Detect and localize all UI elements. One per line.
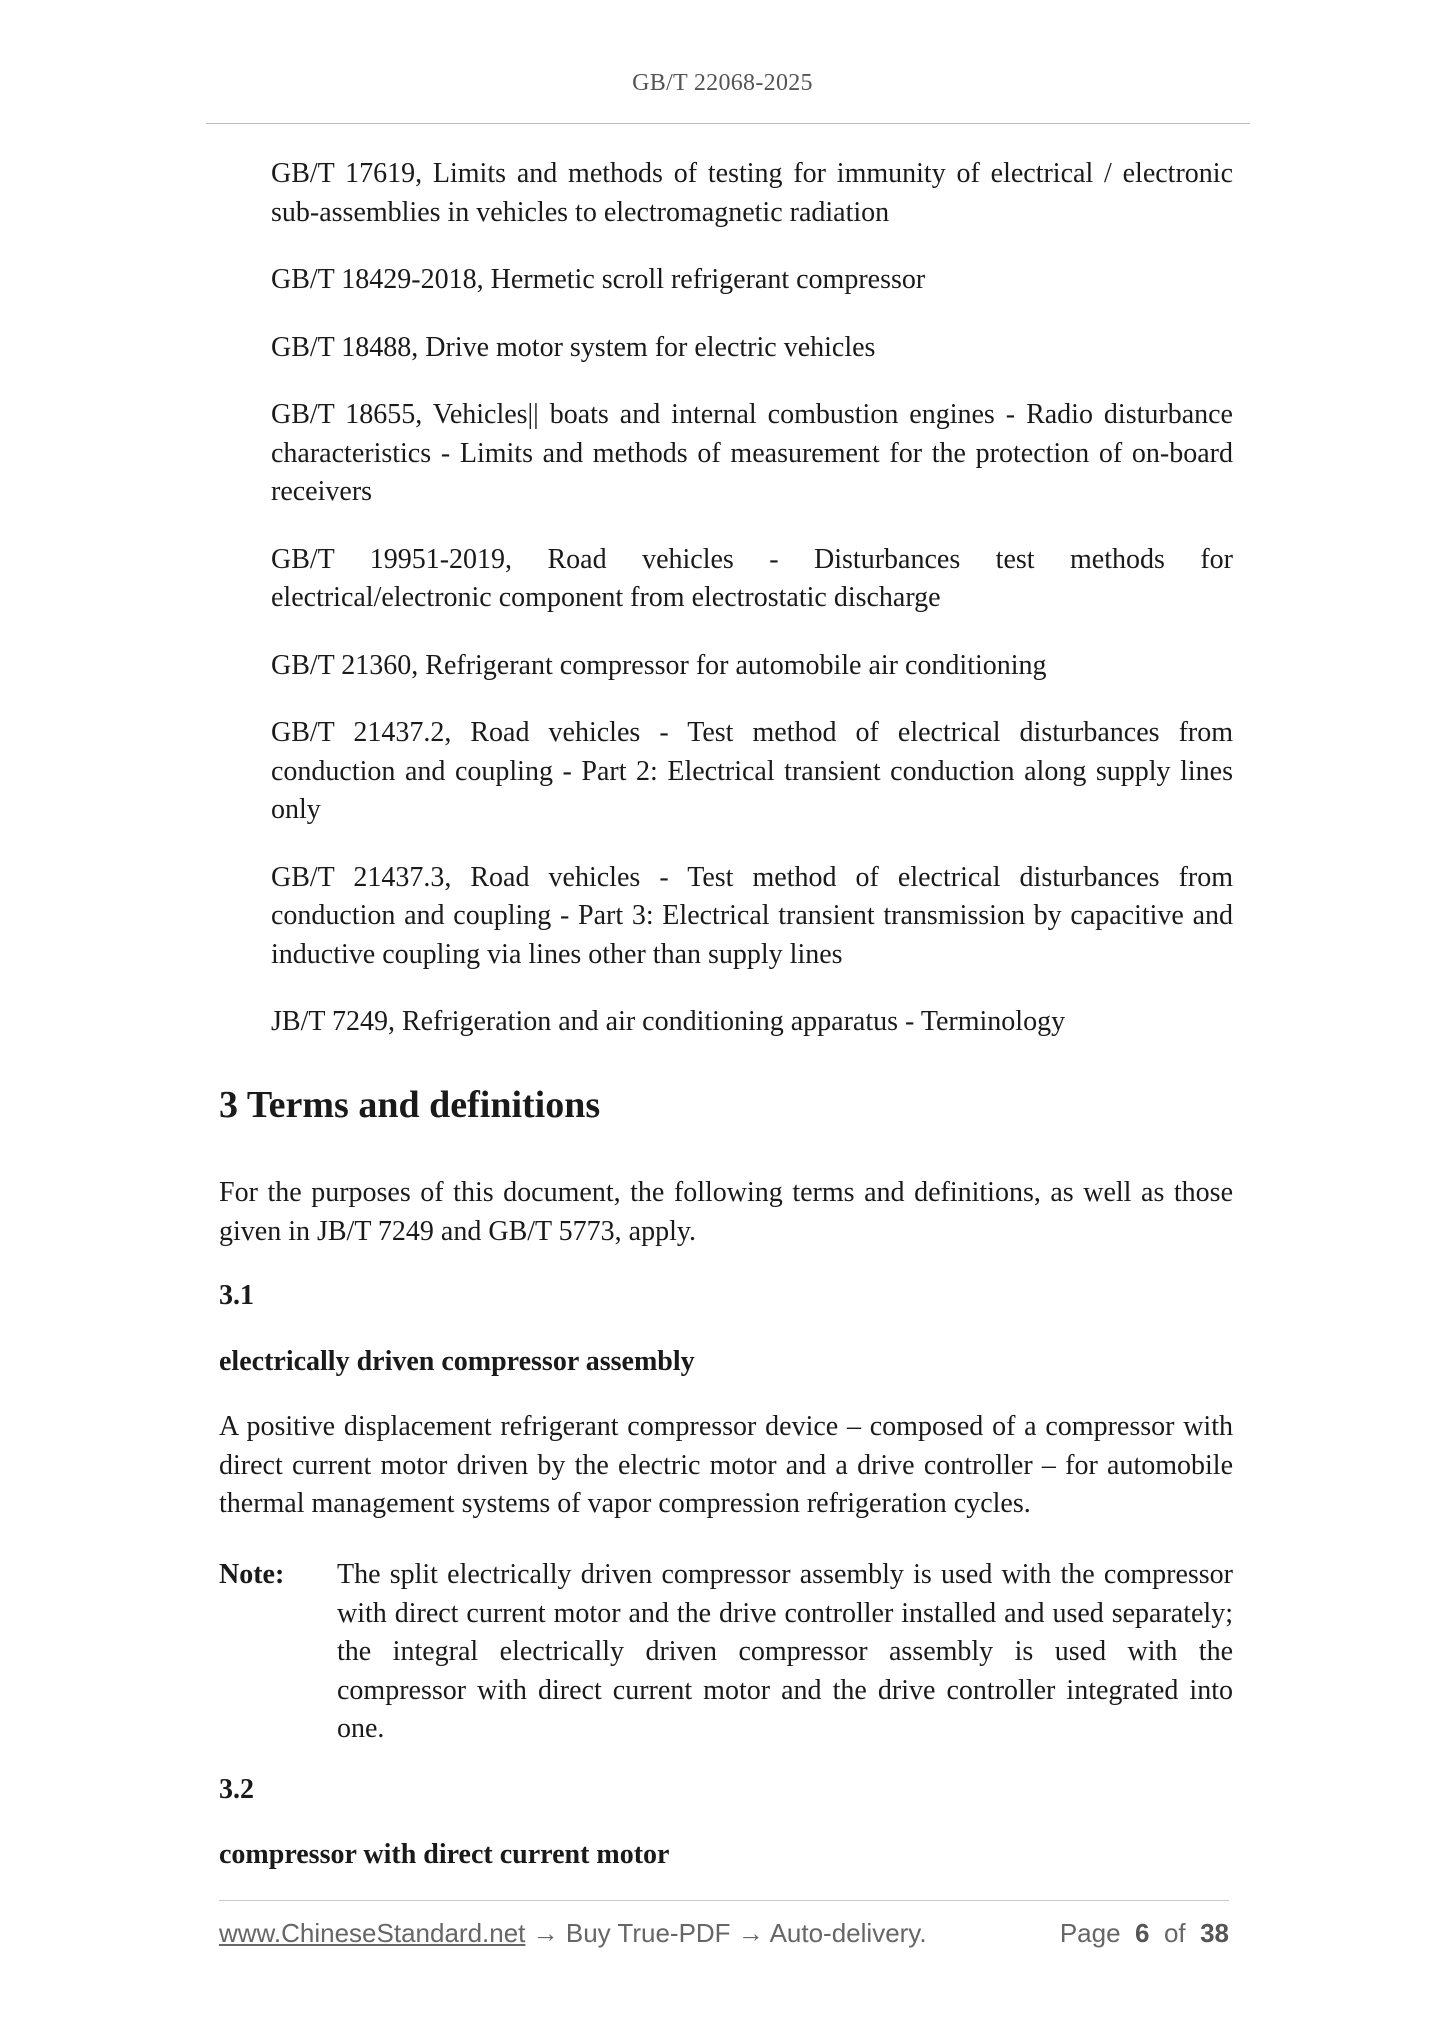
running-header: GB/T 22068-2025 — [632, 70, 813, 96]
term-number — [219, 1771, 1233, 1810]
promo-text: → Buy True-PDF → Auto-delivery. — [525, 1918, 927, 1948]
reference-item: GB/T 21360, Refrigerant compressor for automobile air conditioning — [271, 649, 1047, 681]
section-title: 3 Terms and definitions — [219, 1084, 601, 1126]
page-current: 6 — [1135, 1918, 1150, 1948]
note-text: The split electrically driven compressor assembly is used with the compressor with direct current motor and the drive controller installed and used separately; the integral electrically driven compressor assembly is used with the compressor with direct current motor and the drive controller integrated into one. — [337, 1559, 1233, 1744]
footer-divider — [219, 1900, 1229, 1901]
reference-item: GB/T 18429-2018, Hermetic scroll refrigerant compressor — [271, 264, 926, 295]
header-divider — [206, 123, 1250, 124]
of-word: of — [1163, 1918, 1186, 1948]
term-name-text: compressor with direct current motor — [219, 1839, 670, 1870]
reference-item: GB/T 18488, Drive motor system for electric vehicles — [271, 331, 876, 363]
section-intro-block — [219, 1174, 1233, 1251]
page-total: 38 — [1200, 1918, 1229, 1948]
note-label: Note: — [219, 1559, 285, 1590]
normative-references-list — [271, 155, 1233, 1042]
term-number — [219, 1277, 1233, 1316]
term-name — [219, 1836, 1233, 1875]
section-intro: For the purposes of this document, the following terms and definitions, as well as those given in JB/T 7249 and GB/T 5773, apply. — [219, 1177, 1233, 1247]
page-word: Page — [1059, 1918, 1121, 1948]
term-note — [219, 1556, 1233, 1749]
footer-promo — [219, 1918, 927, 1949]
page-footer — [219, 1918, 1229, 1952]
term-number-text: 3.2 — [219, 1774, 254, 1805]
term-number-text: 3.1 — [219, 1280, 254, 1311]
term-name — [219, 1343, 1233, 1382]
term-definition-text: A positive displacement refrigerant compressor device – composed of a compressor with direct current motor driven by the electric motor and a drive controller – for automobile thermal management systems of vapor compression refrigeration cycles. — [219, 1411, 1233, 1519]
term-name-text: electrically driven compressor assembly — [219, 1346, 695, 1377]
reference-item: GB/T 17619, Limits and methods of testing for immunity of electrical / electronic sub-assemblies in vehicles to electromagnetic radiation — [271, 158, 1233, 228]
reference-item: GB/T 21437.3, Road vehicles - Test method of electrical disturbances from conduction and coupling - Part 3: Electrical transient transmission by capacitive and inductive coupling via lines other than supply lines — [271, 861, 1233, 970]
reference-item: JB/T 7249, Refrigeration and air conditioning apparatus - Terminology — [271, 1006, 1066, 1037]
term-definition — [219, 1408, 1233, 1524]
site-link[interactable]: www.ChineseStandard.net — [219, 1918, 526, 1948]
reference-item: GB/T 18655, Vehicles|| boats and internal combustion engines - Radio disturbance characteristics - Limits and methods of measurement for the protection of on-board receivers — [271, 399, 1233, 507]
reference-item: GB/T 19951-2019, Road vehicles - Disturbances test methods for electrical/electronic component from electrostatic discharge — [271, 543, 1233, 613]
page-counter — [1060, 1918, 1229, 1949]
reference-item: GB/T 21437.2, Road vehicles - Test method of electrical disturbances from conduction and coupling - Part 2: Electrical transient conduction along supply lines only — [271, 717, 1233, 825]
